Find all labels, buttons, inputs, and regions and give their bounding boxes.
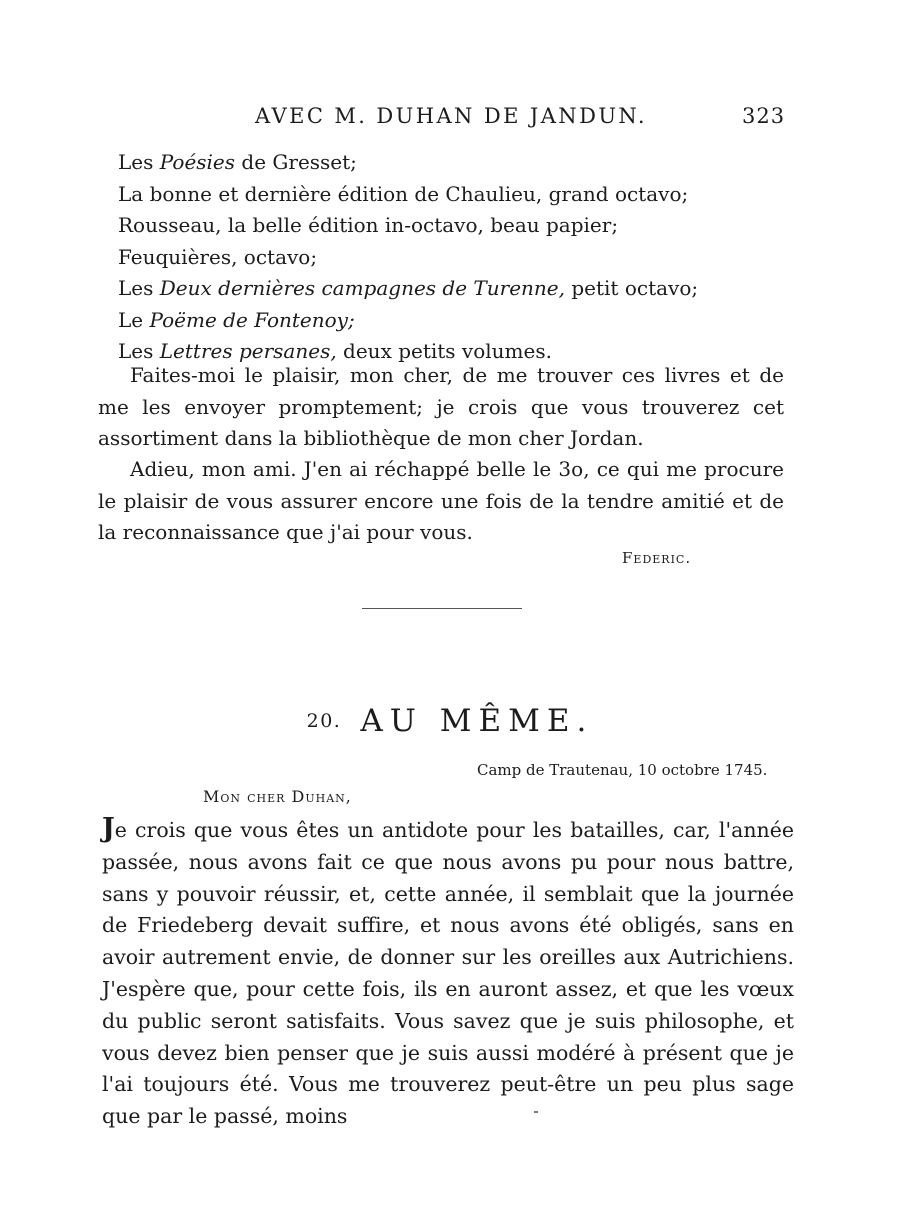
letter-title: AU MÊME. — [360, 703, 594, 739]
book-list-item: Rousseau, la belle édition in-octavo, beau papier; — [118, 213, 619, 237]
book-list-item: Les Deux dernières campagnes de Turenne, petit octavo; — [118, 276, 699, 300]
farewell-paragraph: Adieu, mon ami. J'en ai réchappé belle le 3o, ce qui me procure le plaisir de vous assurer encore une fois de la tendre amitié et de la reconnaissance que j'ai pour vous. — [98, 457, 784, 544]
salutation: Mon cher Duhan, — [203, 787, 352, 806]
book-list — [118, 147, 698, 368]
running-title: AVEC M. DUHAN DE JANDUN. — [255, 104, 647, 128]
page-number: 323 — [742, 104, 786, 128]
print-speck — [534, 1111, 538, 1113]
section-divider — [362, 608, 522, 609]
book-list-item: Feuquières, octavo; — [118, 244, 318, 269]
running-head — [0, 104, 900, 134]
book-list-item: La bonne et dernière édition de Chaulieu, grand octavo; — [118, 181, 689, 206]
book-list-item: Les Lettres persanes, deux petits volumes. — [118, 339, 552, 363]
letter-number: 20. — [306, 710, 342, 732]
signature: Federic. — [622, 549, 692, 567]
letter-body-text: e crois que vous êtes un antidote pour les batailles, car, l'année passée, nous avons fait ce que nous avons pu pour nous battre, sans y pouvoir réussir, et, cette année, il semblait que la journée de Friedeberg devait suffire, et nous avons été obligés, sans en avoir autrement envie, de donner sur les oreilles aux Autrichiens. J'espère que, pour cette fois, ils en auront assez, et que les vœux du public seront satisfaits. Vous savez que je suis philosophe, et vous devez bien penser que je suis aussi modéré à présent que je l'ai toujours été. Vous me trouverez peut-être un peu plus sage que par le passé, moins — [102, 818, 794, 1129]
request-paragraph: Faites-moi le plaisir, mon cher, de me trouver ces livres et de me les envoyer promptement; je crois que vous trouverez cet assortiment dans la bibliothèque de mon cher Jordan. — [98, 363, 784, 450]
book-list-item: Le Poëme de Fontenoy; — [118, 307, 355, 332]
letter-heading — [0, 703, 900, 739]
book-list-item: Les Poésies de Gresset; — [118, 150, 357, 174]
letter-body — [102, 815, 794, 1133]
dateline: Camp de Trautenau, 10 octobre 1745. — [477, 761, 768, 779]
drop-cap: J — [102, 813, 115, 844]
